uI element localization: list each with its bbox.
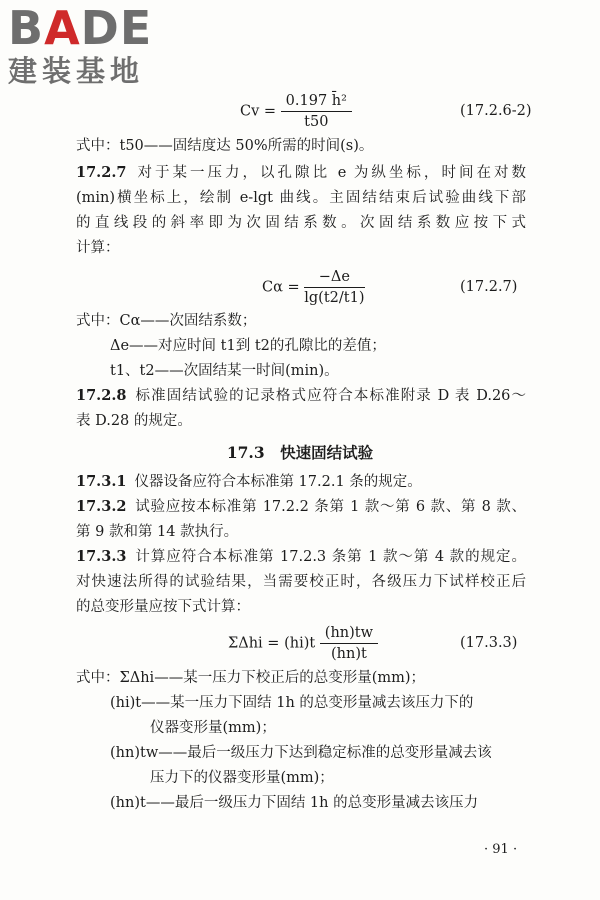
definition-t1-t2: t1、t2——次固结某一时间(min)。	[110, 363, 339, 379]
equation-number: (17.2.7)	[460, 279, 518, 295]
definition-hn-tw: (hn)tw——最后一级压力下达到稳定标准的总变形量减去该	[110, 745, 492, 761]
paragraph-line: 表 D.28 的规定。	[76, 413, 192, 429]
formula-17-3-3: ΣΔhi = (hi)t $\frac{(hn)tw}{(hn)t}$	[228, 624, 378, 663]
definition-c-alpha: 式中：Cα——次固结系数；	[76, 313, 257, 329]
logo-accent-letter: A	[44, 1, 81, 55]
equation-number: (17.2.6-2)	[460, 103, 532, 119]
logo-wordmark: BADE	[8, 1, 153, 55]
paragraph-17-2-8: 17.2.8 标准固结试验的记录格式应符合本标准附录 D 表 D.26～	[76, 387, 526, 404]
page-number: · 91 ·	[484, 842, 518, 857]
paragraph-17-2-7: 17.2.7 对于某一压力，以孔隙比 e 为纵坐标，时间在对数	[76, 164, 526, 181]
formula-17-2-7: Cα = $\frac{-\Delta e}{\lg(t2/t1)}$	[262, 269, 365, 306]
paragraph-line: 的总变形量应按下式计算：	[76, 599, 250, 615]
paragraph-17-3-1: 17.3.1 仪器设备应符合本标准第 17.2.1 条的规定。	[76, 473, 422, 490]
section-title: 17.3 快速固结试验	[226, 443, 374, 462]
definition-delta-e: Δe——对应时间 t1到 t2的孔隙比的差值；	[110, 338, 386, 354]
paragraph-line: 第 9 款和第 14 款执行。	[76, 524, 239, 540]
definition-hi-t: (hi)t——某一压力下固结 1h 的总变形量减去该压力下的	[110, 695, 474, 711]
logo-subtitle: 建装基地	[8, 54, 145, 88]
definition-continuation: 仪器变形量(mm)；	[150, 720, 276, 736]
paragraph-line: 计算：	[76, 240, 120, 256]
formula-17-2-6-2: Cv = $\frac{\text{0.197 h̄²}}{t50}$	[240, 92, 352, 131]
paragraph-line: (min)横坐标上，绘制 e-lgt 曲线。主固结结束后试验曲线下部	[76, 190, 526, 206]
paragraph-17-3-2: 17.3.2 试验应按本标准第 17.2.2 条第 1 款～第 6 款、第 8 款、	[76, 498, 526, 515]
definition-continuation: 压力下的仪器变形量(mm)；	[150, 770, 334, 786]
paragraph-line: 的直线段的斜率即为次固结系数。次固结系数应按下式	[76, 215, 526, 231]
equation-number: (17.3.3)	[460, 635, 518, 651]
definition-t50: 式中：t50——固结度达 50%所需的时间(s)。	[76, 138, 374, 154]
paragraph-17-3-3: 17.3.3 计算应符合本标准第 17.2.3 条第 1 款～第 4 款的规定。	[76, 548, 526, 565]
definition-hn-t: (hn)t——最后一级压力下固结 1h 的总变形量减去该压力	[110, 795, 479, 811]
definition-sum-delta-hi: 式中：ΣΔhi——某一压力下校正后的总变形量(mm)；	[76, 670, 426, 686]
paragraph-line: 对快速法所得的试验结果，当需要校正时，各级压力下试样校正后	[76, 574, 526, 590]
bade-logo	[8, 1, 183, 88]
